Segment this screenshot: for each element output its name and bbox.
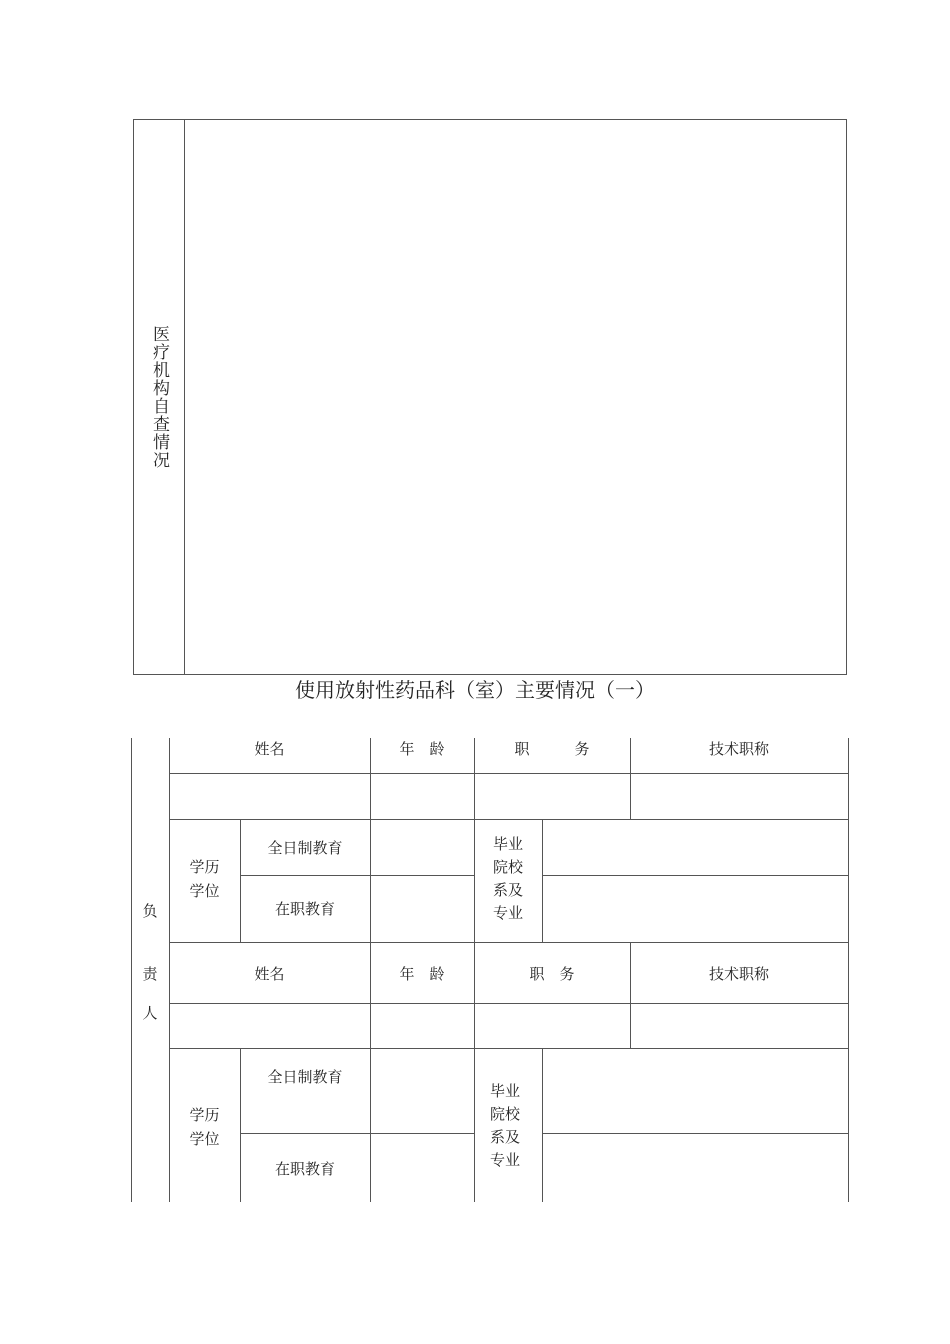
fulltime-education-cell[interactable] <box>371 820 474 875</box>
tech-title-cell-2[interactable] <box>631 1004 848 1048</box>
degree-label: 学历 学位 <box>189 858 220 900</box>
onjob-school-cell-2[interactable] <box>543 1134 848 1202</box>
age-cell-2[interactable] <box>371 1004 474 1048</box>
age-header-2: 年 龄 <box>399 965 445 983</box>
responsible-person-label-1: 负 <box>142 902 158 920</box>
age-cell[interactable] <box>371 774 474 819</box>
onjob-education-cell[interactable] <box>371 876 474 942</box>
position-header-2: 职 务 <box>529 965 575 983</box>
tech-title-header: 技术职称 <box>708 740 769 758</box>
section-title: 使用放射性药品科（室）主要情况（一） <box>295 678 655 702</box>
school-major-label-2: 毕业 院校 系及 专业 <box>489 1082 520 1169</box>
onjob-education-label: 在职教育 <box>274 900 335 918</box>
self-check-label-cell <box>134 120 185 674</box>
name-header: 姓名 <box>254 740 285 758</box>
position-cell-2[interactable] <box>475 1004 630 1048</box>
degree-label-2: 学历 学位 <box>189 1106 220 1148</box>
responsible-person-label-3: 人 <box>142 1004 158 1022</box>
tech-title-header-2: 技术职称 <box>708 965 769 983</box>
self-check-content-area[interactable] <box>186 121 846 673</box>
responsible-person-label-2: 责 <box>142 965 158 983</box>
name-cell-2[interactable] <box>170 1004 370 1048</box>
onjob-education-cell-2[interactable] <box>371 1134 474 1202</box>
fulltime-education-label: 全日制教育 <box>267 839 343 857</box>
position-cell[interactable] <box>475 774 630 819</box>
self-check-label: 医疗机构自查情况 <box>149 325 169 469</box>
position-header: 职 务 <box>514 740 590 758</box>
fulltime-school-cell[interactable] <box>543 820 848 875</box>
tech-title-cell[interactable] <box>631 774 848 819</box>
fulltime-education-label-2: 全日制教育 <box>267 1068 343 1086</box>
school-major-label: 毕业 院校 系及 专业 <box>492 835 523 922</box>
name-header-2: 姓名 <box>254 965 285 983</box>
age-header: 年 龄 <box>399 740 445 758</box>
fulltime-school-cell-2[interactable] <box>543 1049 848 1133</box>
onjob-school-cell[interactable] <box>543 876 848 942</box>
name-cell[interactable] <box>170 774 370 819</box>
fulltime-education-cell-2[interactable] <box>371 1049 474 1133</box>
onjob-education-label-2: 在职教育 <box>274 1160 335 1178</box>
